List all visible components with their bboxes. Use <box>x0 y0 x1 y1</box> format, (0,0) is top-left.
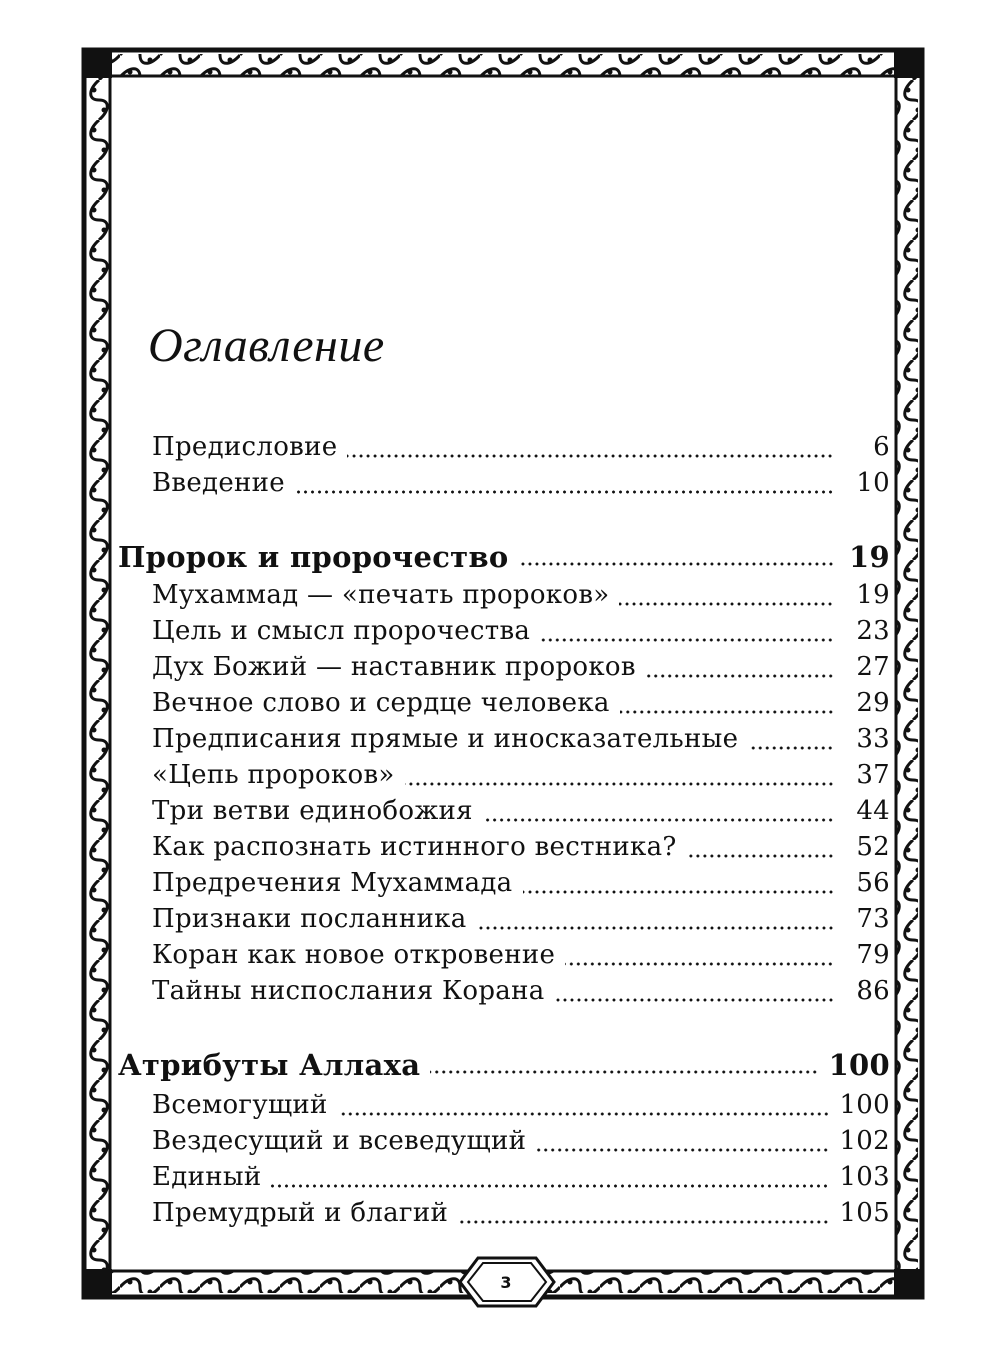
toc-entry-page: 6 <box>873 432 890 462</box>
dot-leader <box>338 1112 830 1116</box>
toc-entry-page: 86 <box>856 976 890 1006</box>
toc-entry <box>152 976 890 1010</box>
toc-entry <box>152 1090 890 1124</box>
toc-entry-page: 56 <box>856 868 890 898</box>
dot-leader <box>620 710 834 714</box>
toc-entry-title: Всемогущий <box>152 1090 328 1120</box>
toc-entry <box>152 868 890 902</box>
toc-entry <box>152 688 890 722</box>
toc-entry <box>152 432 890 466</box>
dot-leader <box>347 454 834 458</box>
toc-entry-title: Тайны ниспослания Корана <box>152 976 545 1006</box>
toc-entry <box>152 1126 890 1160</box>
toc-entry-page: 102 <box>839 1126 890 1156</box>
toc-entry <box>152 760 890 794</box>
toc-entry <box>152 1198 890 1232</box>
toc-entry-title: Три ветви единобожия <box>152 796 473 826</box>
dot-leader <box>295 490 834 494</box>
toc-entry-title: Предречения Мухаммада <box>152 868 513 898</box>
toc-entry <box>152 616 890 650</box>
toc-entry-title: Вездесущий и всеведущий <box>152 1126 527 1156</box>
toc-entry-title: Предписания прямые и иносказательные <box>152 724 739 754</box>
toc-entry-page: 29 <box>856 688 890 718</box>
dot-leader <box>458 1220 829 1224</box>
toc-entry-page: 19 <box>856 580 890 610</box>
toc-entry <box>152 796 890 830</box>
toc-entry-title: Предисловие <box>152 432 338 462</box>
dot-leader <box>748 746 834 750</box>
toc-entry-page: 100 <box>828 1048 890 1082</box>
toc-entry-title: Атрибуты Аллаха <box>118 1048 421 1082</box>
toc-entry <box>152 468 890 502</box>
dot-leader <box>271 1184 829 1188</box>
toc-entry-page: 79 <box>856 940 890 970</box>
dot-leader <box>523 890 835 894</box>
page-number: 3 <box>500 1273 512 1292</box>
toc-entry-title: Мухаммад — «печать пророков» <box>152 580 610 610</box>
toc-entry-title: Пророк и пророчество <box>118 540 509 574</box>
toc-entry <box>152 724 890 758</box>
page-title: Оглавление <box>148 319 385 372</box>
dot-leader <box>405 782 834 786</box>
toc-entry-title: Дух Божий — наставник пророков <box>152 652 636 682</box>
dot-leader <box>483 818 834 822</box>
dot-leader <box>646 674 834 678</box>
toc-entry-page: 103 <box>839 1162 890 1192</box>
toc-entry-page: 73 <box>856 904 890 934</box>
toc-entry-title: Признаки посланника <box>152 904 467 934</box>
toc-entry-page: 52 <box>856 832 890 862</box>
dot-leader <box>687 854 834 858</box>
dot-leader <box>555 998 834 1002</box>
toc-entry <box>152 580 890 614</box>
toc-entry-page: 44 <box>856 796 890 826</box>
dot-leader <box>619 602 834 606</box>
toc-entry-title: Как распознать истинного вестника? <box>152 832 677 862</box>
dot-leader <box>477 926 834 930</box>
toc-entry-page: 37 <box>856 760 890 790</box>
dot-leader <box>540 638 834 642</box>
toc-entry-title: Введение <box>152 468 285 498</box>
toc-entry-page: 105 <box>839 1198 890 1228</box>
dot-leader <box>536 1148 829 1152</box>
toc-entry-title: Премудрый и благий <box>152 1198 449 1228</box>
toc-entry-page: 23 <box>856 616 890 646</box>
toc-entry-title: Коран как новое откровение <box>152 940 556 970</box>
toc-entry-title: Вечное слово и сердце человека <box>152 688 610 718</box>
toc-entry <box>152 904 890 938</box>
toc-entry <box>152 652 890 686</box>
toc-entry-page: 100 <box>839 1090 890 1120</box>
toc-section-heading <box>118 1048 890 1082</box>
toc-entry-title: «Цепь пророков» <box>152 760 395 790</box>
toc-entry-page: 10 <box>856 468 890 498</box>
dot-leader <box>430 1070 818 1074</box>
toc-section-heading <box>118 540 890 574</box>
toc-entry <box>152 1162 890 1196</box>
toc-entry-page: 33 <box>856 724 890 754</box>
toc-entry-page: 27 <box>856 652 890 682</box>
toc-entry <box>152 832 890 866</box>
toc-entry-title: Цель и смысл пророчества <box>152 616 531 646</box>
toc-entry-page: 19 <box>849 540 890 574</box>
dot-leader <box>565 962 834 966</box>
toc-entry-title: Единый <box>152 1162 262 1192</box>
toc-entry <box>152 940 890 974</box>
dot-leader <box>519 562 834 566</box>
